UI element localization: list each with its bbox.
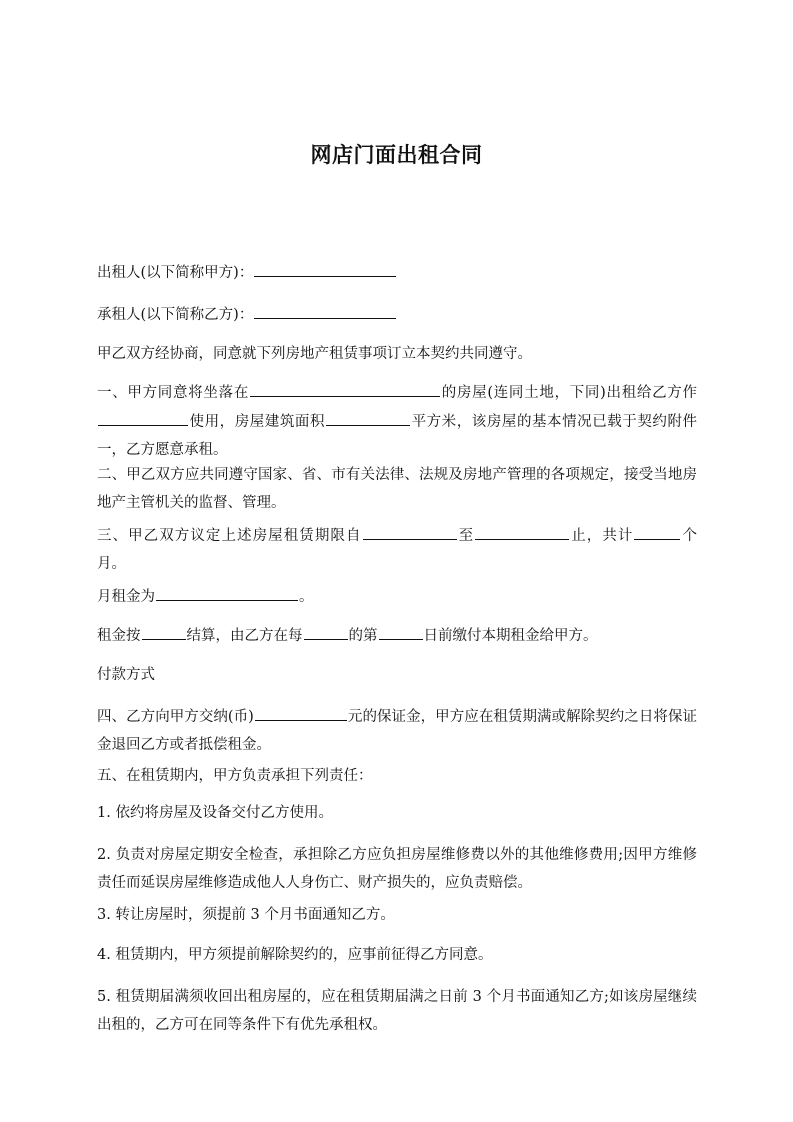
lessee-name-field[interactable] xyxy=(254,300,396,319)
page-title: 网店门面出租合同 xyxy=(310,143,483,167)
lease-months-field[interactable] xyxy=(634,521,680,540)
payment-terms-line xyxy=(97,621,697,650)
intro-paragraph: 甲乙双方经协商，同意就下列房地产租赁事项订立本契约共同遵守。 xyxy=(97,346,532,362)
clause-1-text-a: 一、甲方同意将坐落在 xyxy=(97,385,250,401)
monthly-rent-line xyxy=(97,582,697,611)
lessee-line xyxy=(97,300,697,329)
clause-5-item-2: 2. 负责对房屋定期安全检查，承担除乙方应负担房屋维修费以外的其他维修费用;因甲方维修责任而延误房屋维修造成他人人身伤亡、财产损失的，应负责赔偿。 xyxy=(97,847,697,891)
clause-5-item-5: 5. 租赁期届满须收回出租房屋的，应在租赁期届满之日前 3 个月书面通知乙方;如该房屋继续出租的，乙方可在同等条件下有优先承租权。 xyxy=(97,989,697,1033)
clause-2: 二、甲乙双方应共同遵守国家、省、市有关法律、法规及房地产管理的各项规定，接受当地房地产主管机关的监督、管理。 xyxy=(97,467,697,511)
clause-1-text-c: 使用，房屋建筑面积 xyxy=(189,414,326,430)
rent-end: 。 xyxy=(299,589,314,605)
lessor-name-field[interactable] xyxy=(254,258,396,277)
clause-3-text-c: 止，共计 xyxy=(570,528,634,544)
pay-text-b: 结算，由乙方在每 xyxy=(186,628,303,644)
lessor-label: 出租人(以下简称甲方)： xyxy=(97,265,254,281)
lessor-line xyxy=(97,258,697,287)
clause-1-text-b: 的房屋(连同土地，下同)出租给乙方作 xyxy=(441,385,697,401)
clause-4-text-a: 四、乙方向甲方交纳(币) xyxy=(97,709,254,725)
monthly-rent-field[interactable] xyxy=(156,582,298,601)
pay-text-a: 租金按 xyxy=(97,628,141,644)
usage-field[interactable] xyxy=(98,407,188,426)
lease-end-field[interactable] xyxy=(475,521,569,540)
clause-1 xyxy=(97,378,697,464)
lessee-label: 承租人(以下简称乙方)： xyxy=(97,307,254,323)
clause-5-item-1: 1. 依约将房屋及设备交付乙方使用。 xyxy=(97,805,333,821)
clause-1-text-d: 平方米，该房屋的基本情况已载于契约附件一，乙方愿意承租。 xyxy=(97,414,698,458)
area-field[interactable] xyxy=(326,407,410,426)
clause-5-item-3: 3. 转让房屋时，须提前 3 个月书面通知乙方。 xyxy=(97,907,395,923)
pay-text-d: 日前缴付本期租金给甲方。 xyxy=(423,628,598,644)
clause-5-item-4: 4. 租赁期内，甲方须提前解除契约的，应事前征得乙方同意。 xyxy=(97,947,493,963)
rent-label: 月租金为 xyxy=(97,589,155,605)
pay-day-field[interactable] xyxy=(379,621,423,640)
clause-3-text-a: 三、甲乙双方议定上述房屋租赁期限自 xyxy=(97,528,362,544)
lease-start-field[interactable] xyxy=(363,521,457,540)
pay-period-field[interactable] xyxy=(304,621,348,640)
payment-method-heading: 付款方式 xyxy=(97,667,155,683)
property-location-field[interactable] xyxy=(250,378,440,397)
settlement-period-field[interactable] xyxy=(142,621,186,640)
clause-3-text-b: 至 xyxy=(457,528,475,544)
clause-5-heading: 五、在租赁期内，甲方负责承担下列责任： xyxy=(97,768,373,784)
deposit-amount-field[interactable] xyxy=(255,702,347,721)
clause-3-text-d: 个月。 xyxy=(97,528,698,572)
clause-3 xyxy=(97,521,697,578)
pay-text-c: 的第 xyxy=(348,628,378,644)
clause-4 xyxy=(97,702,697,759)
clause-4-text-b: 元的保证金，甲方应在租赁期满或解除契约之日将保证金退回乙方或者抵偿租金。 xyxy=(97,709,697,753)
